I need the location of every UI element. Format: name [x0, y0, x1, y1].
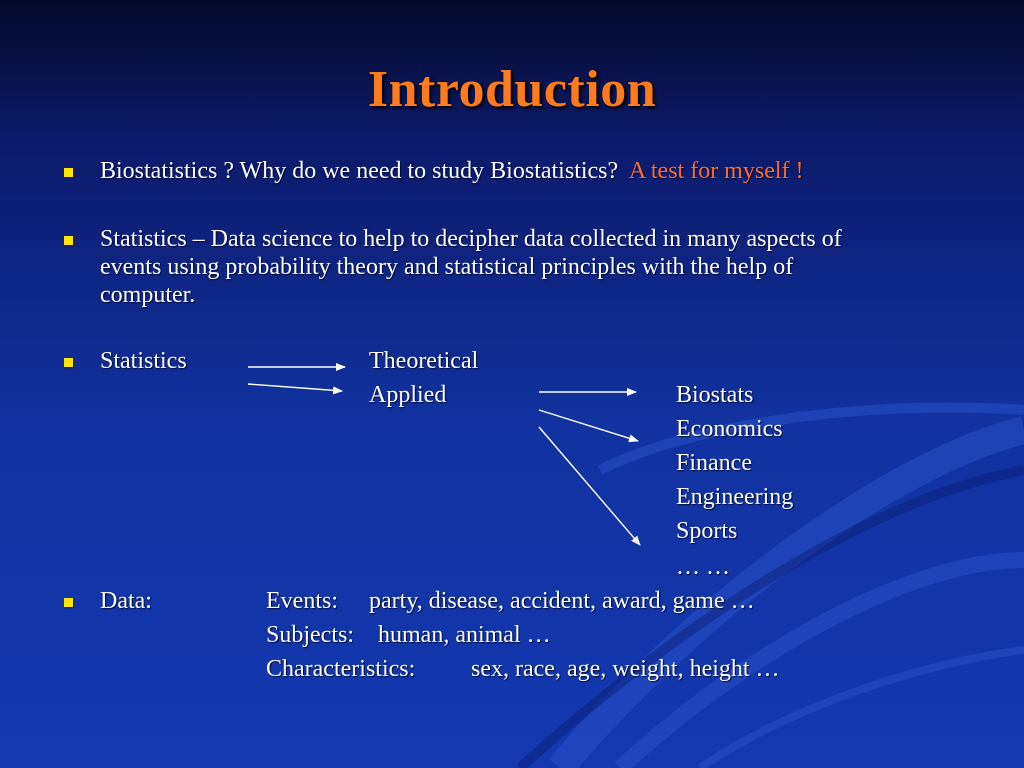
- characteristics-label: Characteristics:: [266, 656, 416, 682]
- branch-theoretical: Theoretical: [369, 348, 479, 374]
- statistics-root: Statistics: [100, 348, 187, 374]
- bullet-1-main: Biostatistics ? Why do we need to study Biostatistics?: [100, 158, 619, 184]
- applied-item-economics: Economics: [676, 416, 783, 442]
- applied-item-sports: Sports: [676, 518, 738, 544]
- applied-item-finance: Finance: [676, 450, 752, 476]
- bullet-1-highlight: A test for myself !: [628, 158, 804, 184]
- events-value: party, disease, accident, award, game …: [369, 588, 755, 614]
- slide-title: Introduction: [367, 61, 657, 118]
- arrow-to-sports: [539, 427, 640, 545]
- applied-item-ellipsis: … …: [676, 554, 730, 580]
- characteristics-value: sex, race, age, weight, height …: [471, 656, 780, 682]
- data-label: Data:: [100, 588, 152, 614]
- branch-applied: Applied: [369, 382, 447, 408]
- bullet-marker-4: [64, 598, 73, 607]
- bullet-2-line-2: events using probability theory and statistical principles with the help of: [100, 254, 794, 280]
- bullet-2-line-3: computer.: [100, 282, 196, 308]
- subjects-label: Subjects:: [266, 622, 354, 648]
- arrow-to-economics: [539, 410, 638, 441]
- events-label: Events:: [266, 588, 338, 614]
- applied-item-engineering: Engineering: [676, 484, 794, 510]
- subjects-value: human, animal …: [378, 622, 551, 648]
- arrow-to-applied: [248, 384, 342, 391]
- applied-item-biostats: Biostats: [676, 382, 754, 408]
- bullet-2-line-1: Statistics – Data science to help to decipher data collected in many aspects of: [100, 226, 842, 252]
